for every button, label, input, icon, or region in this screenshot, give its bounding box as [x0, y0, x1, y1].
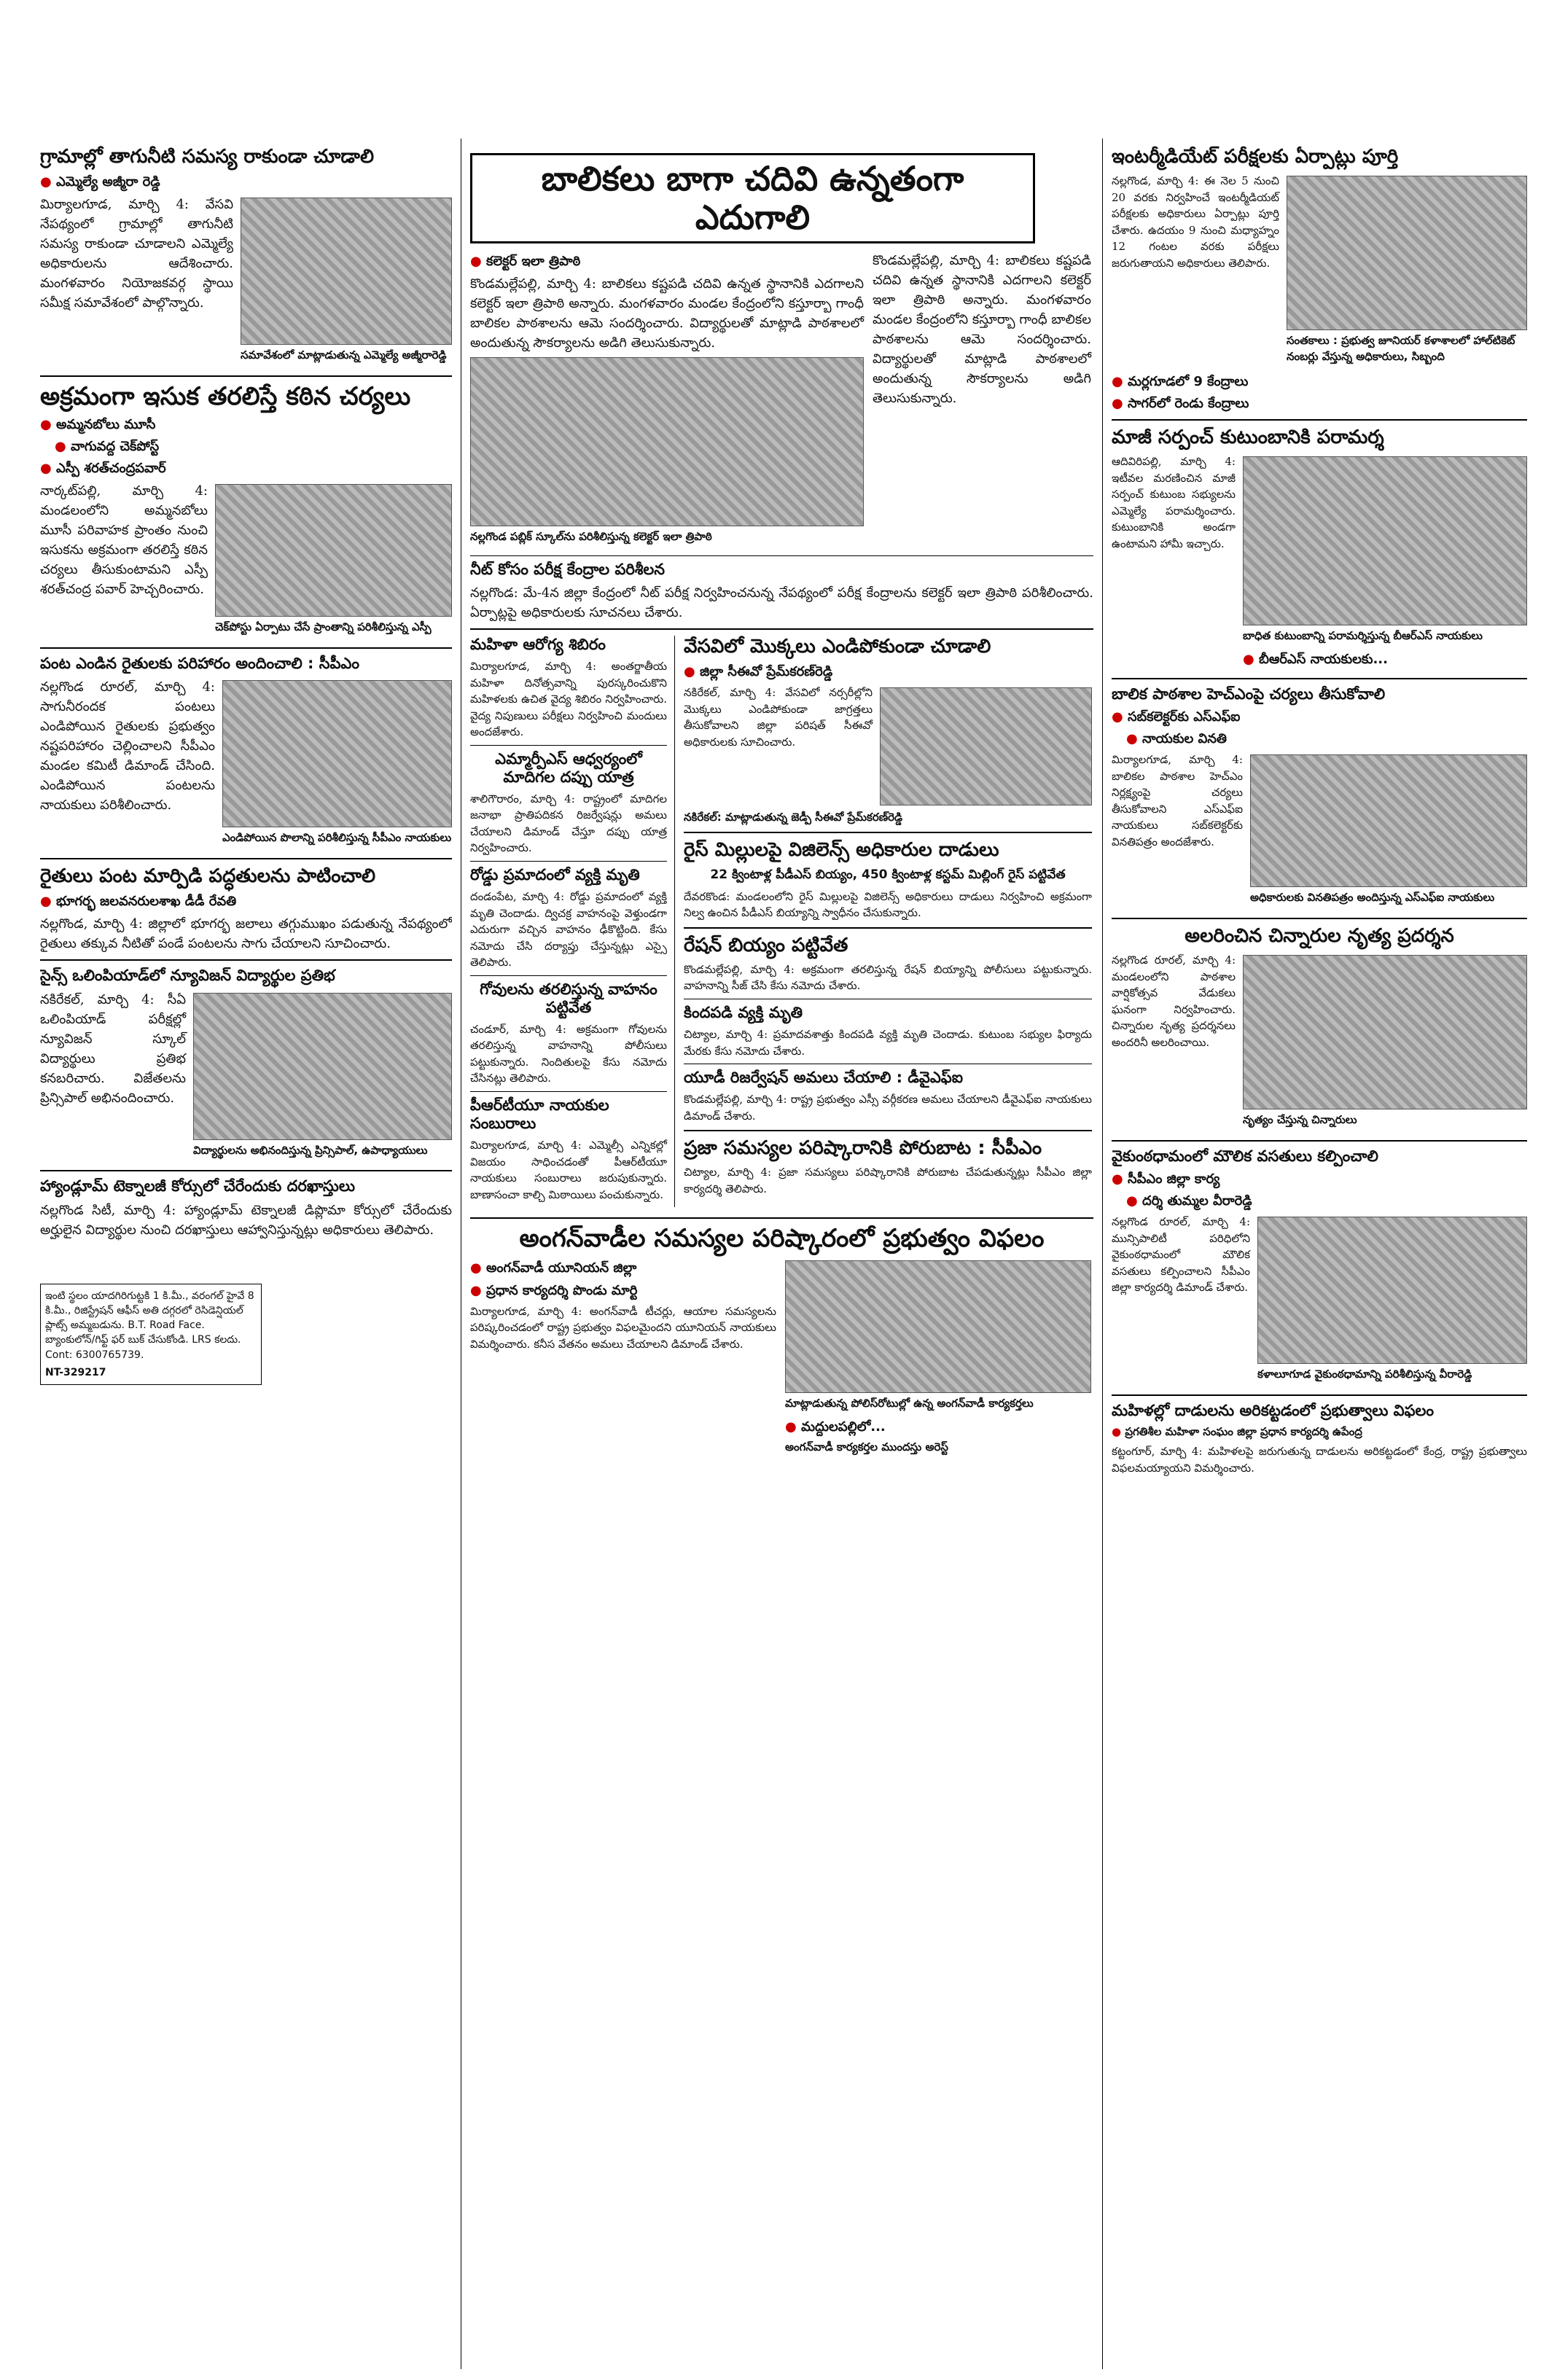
- photo: [470, 357, 864, 526]
- article-girls-school-hm: [1112, 685, 1527, 912]
- divider: [470, 555, 1093, 556]
- main-stories: [684, 636, 1092, 1208]
- divider: [1112, 678, 1527, 679]
- caption: కళాలూగూడ వైకుంఠధామాన్ని పరిశీలిస్తున్న వీరారెడ్డి: [1257, 1367, 1472, 1381]
- caption: చెక్‌పోస్టు ఏర్పాటు చేసే ప్రాంతాన్ని పరిశీలిస్తున్న ఎస్పీ: [215, 620, 432, 634]
- photo: [1243, 456, 1527, 625]
- subhead: ● మద్దులపల్లిలో...: [785, 1418, 1091, 1437]
- article-body: శాలిగౌరారం, మార్చి 4: రాష్ట్రంలో మాదిగల జనాభా ప్రాతిపదికన రిజర్వేషన్లు అమలు చేయాలని డిమాండ్ చేస్తూ దప్పు యాత్ర నిర్వహించారు.: [470, 792, 667, 855]
- article-body: నార్కట్‌పల్లి, మార్చి 4: మండలంలోని అమ్మనబోలు మూసీ పరివాహక ప్రాంతం నుంచి ఇసుకను అక్రమంగా తరలిస్తే కఠిన చర్యలు తీసుకుంటామని ఎస్పీ శరత్‌చంద్ర పవార్ హెచ్చరించారు.: [40, 483, 208, 598]
- caption: నకిరేకల్: మాట్లాడుతున్న జెడ్పీ సీఈవో ప్రేమ్‌కరణ్‌రెడ్డి: [684, 811, 903, 824]
- headline: రేషన్ బియ్యం పట్టివేత: [684, 934, 848, 956]
- caption: అధికారులకు వినతిపత్రం అందిస్తున్న ఎస్ఎఫ్ఐ నాయకులు: [1250, 891, 1495, 905]
- article-body: నల్లగొండ: మే-4న జిల్లా కేంద్రంలో నీట్ పరీక్ష నిర్వహించనున్న నేపథ్యంలో పరీక్ష కేంద్రాలను కలెక్టర్ ఇలా త్రిపాఠి పరిశీలించారు. ఏర్పాట్లపై అధికారులకు సూచనలు చేశారు.: [470, 585, 1093, 620]
- byline: ● దర్శి తుమ్మల వీరారెడ్డి: [1126, 1192, 1527, 1211]
- article-drinking-water: [40, 146, 452, 370]
- divider: [40, 647, 452, 649]
- byline: ● నాయకుల వినతి: [1126, 730, 1527, 749]
- article-former-sarpanch: [1112, 426, 1527, 672]
- article-body: మిర్యాలగూడ, మార్చి 4: ఎమ్మెల్సీ ఎన్నికల్లో విజయం సాధించడంతో పీఆర్‌టీయూ నాయకులు సంబురాలు జరుపుకున్నారు. బాణాసంచా కాల్చి మిఠాయిలు పంచుకున్నారు.: [470, 1139, 667, 1201]
- headline-box: [470, 153, 1035, 243]
- caption: ఎండిపోయిన పొలాన్ని పరిశీలిస్తున్న సీపీఎం నాయకులు: [222, 831, 452, 845]
- headline: మహిళా ఆరోగ్య శిబిరం: [470, 635, 606, 653]
- byline: ● అమ్మనబోలు మూసీ: [40, 415, 452, 434]
- article-body: నకిరేకల్, మార్చి 4: వేసవిలో నర్సరీల్లోని మొక్కలు ఎండిపోకుండా జాగ్రత్తలు తీసుకోవాలని జిల్లా పరిషత్ సీఈవో అధికారులకు సూచించారు.: [684, 686, 873, 749]
- article-neet: [470, 561, 1093, 623]
- headline: పీఆర్‌టీయూ నాయకుల సంబురాలు: [470, 1096, 609, 1133]
- headline: బాలికలు బాగా చదివి ఉన్నతంగా ఎదుగాలి: [541, 159, 964, 237]
- headline: గ్రామాల్లో తాగునీటి సమస్య రాకుండా చూడాలి: [40, 146, 375, 168]
- divider: [1112, 918, 1527, 919]
- byline: ● సబ్‌కలెక్టర్‌కు ఎస్ఎఫ్ఐ: [1112, 708, 1527, 727]
- byline: ● భూగర్భ జలవనరులశాఖ డీడీ రేవతి: [40, 892, 452, 911]
- column-left: [40, 146, 452, 2369]
- article-body: కొండమల్లేపల్లి, మార్చి 4: బాలికలు కష్టపడి చదివి ఉన్నత స్థానానికి ఎదగాలని కలెక్టర్ ఇలా త్రిపాఠి అన్నారు. మంగళవారం మండల కేంద్రంలోని కస్తూర్బా గాంధీ బాలికల పాఠశాలను ఆమె సందర్శించారు. విద్యార్థులతో మాట్లాడి పాఠశాలలో అందుతున్న సౌకర్యాలను అడిగి తెలుసుకున్నారు.: [470, 276, 864, 351]
- headline: రైతులు పంట మార్పిడి పద్ధతులను పాటించాలి: [40, 865, 376, 888]
- photo: [880, 687, 1092, 805]
- byline: ● వాగువద్ద చెక్‌పోస్ట్: [55, 437, 452, 456]
- byline: ● ప్రగతిశీల మహిళా సంఘం జిల్లా ప్రధాన కార్యదర్శి ఉపేంద్ర: [1112, 1424, 1527, 1440]
- divider: [1112, 419, 1527, 421]
- divider: [40, 959, 452, 961]
- article-body: నల్లగొండ సిటీ, మార్చి 4: హ్యాండ్లూమ్ టెక్నాలజీ డిప్లొమా కోర్సులో చేరేందుకు అర్హులైన విద్యార్థుల నుంచి దరఖాస్తులు ఆహ్వానిస్తున్నట్లు అధికారులు తెలిపారు.: [40, 1202, 452, 1238]
- caption: బాధిత కుటుంబాన్ని పరామర్శిస్తున్న బీఆర్ఎస్ నాయకులు: [1243, 629, 1483, 643]
- article-girls-education: [470, 153, 1093, 551]
- article-body: కొండమల్లేపల్లి, మార్చి 4: రాష్ట్ర ప్రభుత్వం ఎస్సీ వర్గీకరణ అమలు చేయాలని డీవైఎఫ్ఐ నాయకులు డిమాండ్ చేశారు.: [684, 1093, 1092, 1123]
- photo: [785, 1260, 1091, 1393]
- photo: [193, 993, 452, 1140]
- byline: ● ప్రధాన కార్యదర్శి పొండు మార్టి: [470, 1281, 776, 1300]
- article-body: కొండమల్లేపల్లి, మార్చి 4: బాలికలు కష్టపడి చదివి ఉన్నత స్థానానికి ఎదగాలని కలెక్టర్ ఇలా త్రిపాఠి అన్నారు. మంగళవారం మండల కేంద్రంలోని కస్తూర్బా గాంధీ బాలికల పాఠశాలను ఆమె సందర్శించారు. విద్యార్థులతో మాట్లాడి పాఠశాలలో అందుతున్న సౌకర్యాలను అడిగి తెలుసుకున్నారు.: [873, 252, 1091, 406]
- headline: గోవులను తరలిస్తున్న వాహనం పట్టివేత: [480, 980, 657, 1016]
- photo: [1257, 1217, 1527, 1364]
- byline: ● సీపీఎం జిల్లా కార్య: [1112, 1170, 1527, 1189]
- headline: రైస్ మిల్లులపై విజిలెన్స్ అధికారుల దాడులు: [684, 838, 999, 861]
- article-crop-compensation: [40, 655, 452, 852]
- caption: మాట్లాడుతున్న పోలిస్‌రోటుల్లో ఉన్న అంగన్‌వాడీ కార్యకర్తలు: [785, 1397, 1034, 1411]
- ad-code: NT-329217: [45, 1366, 106, 1378]
- subhead: ● మర్లగూడలో 9 కేంద్రాలు: [1112, 372, 1527, 391]
- divider: [684, 1130, 1092, 1131]
- article-body: మిర్యాలగూడ, మార్చి 4: బాలికల పాఠశాల హెచ్ఎం నిర్లక్ష్యంపై చర్యలు తీసుకోవాలని ఎస్ఎఫ్ఐ నాయకులు సబ్‌కలెక్టర్‌కు వినతిపత్రం అందజేశారు.: [1112, 753, 1243, 848]
- headline: రోడ్డు ప్రమాదంలో వ్యక్తి మృతి: [470, 865, 640, 883]
- divider: [40, 375, 452, 377]
- column-center: [470, 146, 1093, 2369]
- article-body: నల్లగొండ, మార్చి 4: జిల్లాలో భూగర్భ జలాలు తగ్గుముఖం పడుతున్న నేపథ్యంలో రైతులు తక్కువ నీటితో పండే పంటలను సాగు చేయాలని సూచించారు.: [40, 916, 452, 952]
- caption: సమావేశంలో మాట్లాడుతున్న ఎమ్మెల్యే అజ్మీరారెడ్డి: [241, 348, 447, 362]
- subhead: ● బీఆర్ఎస్ నాయకులకు...: [1243, 650, 1527, 669]
- divider: [684, 927, 1092, 929]
- subhead: ● సాగర్‌లో రెండు కేంద్రాలు: [1112, 394, 1527, 413]
- headline: ఇంటర్మీడియేట్ పరీక్షలకు ఏర్పాట్లు పూర్తి: [1112, 146, 1399, 168]
- caption: నల్లగొండ పబ్లిక్ స్కూల్‌ను పరిశీలిస్తున్న కలెక్టర్ ఇలా త్రిపాఠి: [470, 529, 712, 543]
- photo: [1250, 754, 1527, 887]
- photo: [241, 198, 452, 345]
- caption: విద్యార్థులను అభినందిస్తున్న ప్రిన్సిపాల్, ఉపాధ్యాయులు: [193, 1143, 428, 1157]
- caption: అంగన్‌వాడీ కార్యకర్తల ముందస్తు అరెస్ట్: [785, 1440, 948, 1454]
- ad-text: ఇంటి స్థలం యాదగిరిగుట్టకి 1 కి.మీ., వరంగల్ హైవే 8 కి.మీ., రిజిస్ట్రేషన్ ఆఫీస్ అతి దగ్గరలో రెసిడెన్షియల్ ప్లాట్స్ అమ్మబడును. B.T. Road Face. బ్యాంకులోన్/గిఫ్ట్ ఫర్ బుక్ చేసుకోండి. LRS కలదు. Cont: 6300765739.: [45, 1290, 254, 1361]
- divider: [684, 832, 1092, 833]
- article-body: మిర్యాలగూడ, మార్చి 4: అంగన్‌వాడీ టీచర్లు, ఆయాల సమస్యలను పరిష్కరించడంలో రాష్ట్ర ప్రభుత్వం విఫలమైందని యూనియన్ నాయకులు విమర్శించారు. కనీస వేతనం అమలు చేయాలని డిమాండ్ చేశారు.: [470, 1304, 776, 1351]
- article-body: నకిరేకల్, మార్చి 4: సీఏ ఒలింపియాడ్ పరీక్షల్లో న్యూవిజన్ స్కూల్ విద్యార్థులు ప్రతిభ కనబరిచారు. విజేతలను ప్రిన్సిపాల్ అభినందించారు.: [40, 991, 186, 1106]
- article-body: మిర్యాలగూడ, మార్చి 4: అంతర్జాతీయ మహిళా దినోత్సవాన్ని పురస్కరించుకొని మహిళలకు ఉచిత వైద్య శిబిరం నిర్వహించారు. వైద్య నిపుణులు పరీక్షలు నిర్వహించి మందులు అందజేశారు.: [470, 660, 667, 738]
- column-right: [1112, 146, 1527, 2369]
- article-body: నల్లగొండ రూరల్, మార్చి 4: మండలంలోని పాఠశాల వార్షికోత్సవ వేడుకలు ఘనంగా నిర్వహించారు. చిన్నారుల నృత్య ప్రదర్శనలు అందరినీ అలరించాయి.: [1112, 953, 1236, 1049]
- divider: [40, 858, 452, 859]
- headline: వైకుంఠధామంలో మౌలిక వసతులు కల్పించాలి: [1112, 1147, 1378, 1165]
- article-body: ఆదివిరిపల్లి, మార్చి 4: ఇటీవల మరణించిన మాజీ సర్పంచ్ కుటుంబ సభ్యులను ఎమ్మెల్యే పరామర్శించారు. కుటుంబానికి అండగా ఉంటామని హామీ ఇచ్చారు.: [1112, 455, 1236, 550]
- photo: [215, 484, 452, 617]
- article-inter-exams: [1112, 146, 1527, 413]
- article-crematorium: [1112, 1147, 1527, 1389]
- article-body: కొండమల్లేపల్లి, మార్చి 4: అక్రమంగా తరలిస్తున్న రేషన్ బియ్యాన్ని పోలీసులు పట్టుకున్నారు. వాహనాన్ని సీజ్ చేసి కేసు నమోదు చేశారు.: [684, 962, 1092, 993]
- divider: [470, 628, 1093, 630]
- headline: వేసవిలో మొక్కలు ఎండిపోకుండా చూడాలి: [684, 635, 991, 658]
- article-women-attacks: [1112, 1402, 1527, 1476]
- column-divider: [1102, 138, 1103, 2369]
- article-dance: [1112, 925, 1527, 1134]
- headline: మహిళల్లో దాడులను అరికట్టడంలో ప్రభుత్వాలు విఫలం: [1112, 1402, 1435, 1420]
- headline: సైన్స్ ఒలింపియాడ్‌లో న్యూవిజన్ విద్యార్థుల ప్రతిభ: [40, 967, 335, 985]
- article-crop-rotation: [40, 865, 452, 953]
- divider: [40, 1170, 452, 1171]
- subheadline: 22 క్వింటాళ్ల పీడీఎస్ బియ్యం, 450 క్వింటాళ్ల కస్టమ్ మిల్లింగ్ రైస్ పట్టివేత: [710, 867, 1066, 883]
- byline: ● అంగన్‌వాడీ యూనియన్ జిల్లా: [470, 1259, 776, 1278]
- article-sand: [40, 383, 452, 641]
- article-handloom: [40, 1177, 452, 1239]
- headline: అలరించిన చిన్నారుల నృత్య ప్రదర్శన: [1185, 925, 1454, 948]
- article-body: నల్లగొండ రూరల్, మార్చి 4: సాగునీరందక పంటలు ఎండిపోయిన రైతులకు ప్రభుత్వం నష్టపరిహారం చెల్లించాలని సీపీఎం మండల కమిటీ డిమాండ్ చేసింది. ఎండిపోయిన పంటలను నాయకులు పరిశీలించారు.: [40, 679, 215, 814]
- headline: నీట్ కోసం పరీక్ష కేంద్రాల పరిశీలన: [470, 560, 666, 578]
- briefs-column: [470, 636, 675, 1208]
- divider: [470, 745, 667, 746]
- article-body: చండూర్, మార్చి 4: అక్రమంగా గోవులను తరలిస్తున్న వాహనాన్ని పోలీసులు పట్టుకున్నారు. నిందితులపై కేసు నమోదు చేసినట్లు తెలిపారు.: [470, 1022, 667, 1085]
- article-body: దేవరకొండ: మండలంలోని రైస్ మిల్లులపై విజిలెన్స్ అధికారులు దాడులు నిర్వహించి అక్రమంగా నిల్వ ఉంచిన పీడీఎస్ బియ్యాన్ని స్వాధీనం చేసుకున్నారు.: [684, 889, 1092, 920]
- photo: [1287, 176, 1527, 330]
- divider: [1112, 1140, 1527, 1142]
- article-olympiad: [40, 967, 452, 1164]
- divider: [470, 975, 667, 976]
- divider: [470, 861, 667, 862]
- headline: హ్యాండ్లూమ్ టెక్నాలజీ కోర్సులో చేరేందుకు దరఖాస్తులు: [40, 1177, 355, 1195]
- headline: ప్రజా సమస్యల పరిష్కారానికి పోరుబాట : సీపీఎం: [684, 1137, 1042, 1160]
- divider: [470, 1091, 667, 1092]
- divider: [470, 1217, 1093, 1219]
- divider: [1112, 1394, 1527, 1396]
- caption: నృత్యం చేస్తున్న చిన్నారులు: [1243, 1113, 1357, 1127]
- article-body: చిట్యాల, మార్చి 4: ప్రజా సమస్యలు పరిష్కారానికి పోరుబాట చేపడుతున్నట్లు సీపీఎం జిల్లా కార్యదర్శి తెలిపారు.: [684, 1166, 1092, 1195]
- photo: [1243, 955, 1527, 1109]
- headline: బాలిక పాఠశాల హెచ్‌ఎంపై చర్యలు తీసుకోవాలి: [1112, 684, 1386, 703]
- article-body: నల్లగొండ, మార్చి 4: ఈ నెల 5 నుంచి 20 వరకు నిర్వహించే ఇంటర్మీడియట్ పరీక్షలకు అధికారులు ఏర్పాట్లు పూర్తి చేశారు. ఉదయం 9 నుంచి మధ్యాహ్నం 12 గంటల వరకు పరీక్షలు జరుగుతాయని అధికారులు తెలిపారు.: [1112, 174, 1279, 270]
- article-body: మిర్యాలగూడ, మార్చి 4: వేసవి నేపథ్యంలో గ్రామాల్లో తాగునీటి సమస్య రాకుండా చూడాలని ఎమ్మెల్యే అధికారులను ఆదేశించారు. మంగళవారం నియోజకవర్గ స్థాయి సమీక్ష సమావేశంలో పాల్గొన్నారు.: [40, 197, 233, 311]
- byline: ● ఎస్పీ శరత్‌చంద్రపవార్: [40, 459, 452, 478]
- photo: [222, 680, 452, 827]
- article-body: దండంపేట, మార్చి 4: రోడ్డు ప్రమాదంలో వ్యక్తి మృతి చెందాడు. ద్విచక్ర వాహనంపై వెళ్తుండగా ఎదురుగా వచ్చిన వాహనం ఢీకొట్టింది. కేసు నమోదు చేసి దర్యాప్తు చేస్తున్నట్లు ఎస్సై తెలిపారు.: [470, 890, 667, 969]
- headline: అక్రమంగా ఇసుక తరలిస్తే కఠిన చర్యలు: [40, 382, 411, 412]
- byline: ● ఎమ్మెల్యే అజ్మీరా రెడ్డి: [40, 173, 452, 192]
- article-anganwadi: [470, 1225, 1093, 1462]
- classified-ad: [40, 1284, 262, 1386]
- headline: మాజీ సర్పంచ్ కుటుంబానికి పరామర్శ: [1112, 426, 1384, 448]
- byline: ● కలెక్టర్ ఇలా త్రిపాఠి: [470, 252, 864, 271]
- byline: ● జిల్లా సీఈవో ప్రేమ్‌కరణ్‌రెడ్డి: [684, 663, 1092, 682]
- headline: ఎమ్మార్పీఎస్ ఆధ్వర్యంలో మాదిగల దప్పు యాత్ర: [495, 749, 642, 786]
- article-body: కట్టంగూర్, మార్చి 4: మహిళలపై జరుగుతున్న దాడులను అరికట్టడంలో కేంద్ర, రాష్ట్ర ప్రభుత్వాలు విఫలమయ్యాయని విమర్శించారు.: [1112, 1445, 1527, 1475]
- article-body: చిట్యాల, మార్చి 4: ప్రమాదవశాత్తు కిందపడి వ్యక్తి మృతి చెందాడు. కుటుంబ సభ్యుల ఫిర్యాదు మేరకు కేసు నమోదు చేశారు.: [684, 1028, 1092, 1058]
- caption: సంతకాలు : ప్రభుత్వ జూనియర్ కళాశాలలో హాల్‌టికెట్ నంబర్లు వేస్తున్న అధికారులు, సిబ్బంది: [1287, 334, 1515, 363]
- headline: అంగన్‌వాడీల సమస్యల పరిష్కారంలో ప్రభుత్వం విఫలం: [519, 1224, 1045, 1254]
- headline: కిందపడి వ్యక్తి మృతి: [684, 1003, 803, 1021]
- headline: పంట ఎండిన రైతులకు పరిహారం అందించాలి : సీపీఎం: [40, 655, 359, 673]
- article-body: నల్లగొండ రూరల్, మార్చి 4: మున్సిపాలిటీ పరిధిలోని వైకుంఠధామంలో మౌలిక వసతులు కల్పించాలని సీపీఎం జిల్లా కార్యదర్శి డిమాండ్ చేశారు.: [1112, 1215, 1250, 1295]
- headline: యూడీ రిజర్వేషన్ అమలు చేయాలి : డీవైఎఫ్ఐ: [684, 1069, 963, 1087]
